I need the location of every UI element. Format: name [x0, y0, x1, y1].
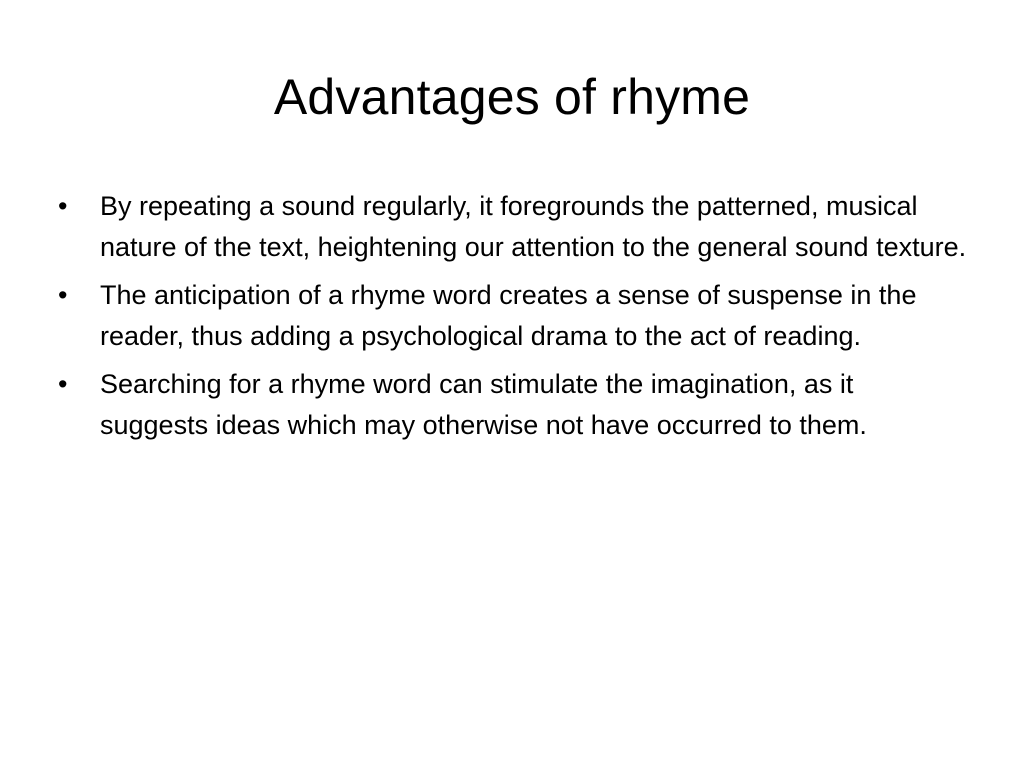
- bullet-marker: •: [58, 280, 68, 310]
- bullet-text: Searching for a rhyme word can stimulate the imagination, as it suggests ideas which may otherwise not have occurred to them.: [100, 369, 867, 440]
- bullet-list: [58, 186, 968, 453]
- bullet-item: [58, 275, 968, 357]
- bullet-text: The anticipation of a rhyme word creates a sense of suspense in the reader, thus adding a psychological drama to the act of reading.: [100, 280, 917, 351]
- bullet-item: [58, 364, 968, 446]
- bullet-marker: •: [58, 191, 68, 221]
- bullet-item: [58, 186, 968, 268]
- slide-title: Advantages of rhyme: [273, 69, 751, 125]
- bullet-text: By repeating a sound regularly, it foregrounds the patterned, musical nature of the text, heightening our attention to the general sound texture.: [100, 191, 967, 262]
- bullet-marker: •: [58, 369, 68, 399]
